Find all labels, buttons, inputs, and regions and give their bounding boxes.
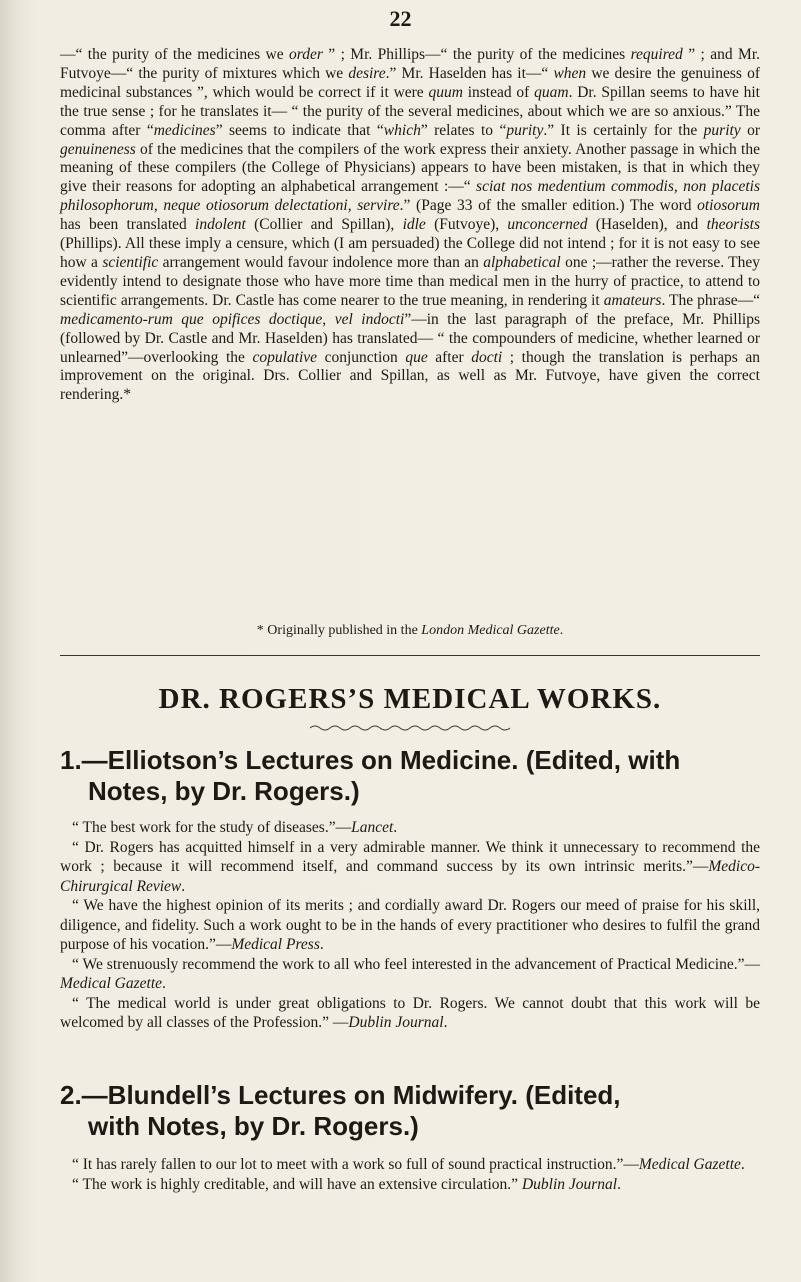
source-tail: . xyxy=(617,1175,621,1193)
italic-text: otiosorum xyxy=(697,197,760,215)
review-source: Medical Gazette xyxy=(60,975,163,992)
text-run: ”—in the last paragraph of the preface, Mr. Phillips (followed by Dr. Castle and Mr. Haselden) has translated— “ the compounders of medicine, whether learned or unlearned”—overlooking the xyxy=(60,310,760,366)
review-source: Dublin Journal xyxy=(348,1014,444,1031)
review-quote xyxy=(60,955,760,994)
quote-text: “ We have the highest opinion of its merits ; and cordially award Dr. Rogers our meed of praise for his skill, diligence, and fidelity. Such a work ought to be in the hands of every practitioner who desires to fulfil the grand purpose of his vocation.”— xyxy=(60,897,760,953)
quote-text: “ The best work for the study of diseases.”— xyxy=(72,819,352,836)
text-run: .” (Page 33 of the smaller edition.) The word xyxy=(399,197,698,215)
text-run: .” It is certainly for the xyxy=(543,121,704,139)
italic-text: alphabetical xyxy=(483,253,561,271)
review-quote xyxy=(60,896,760,955)
italic-text: desire xyxy=(348,64,386,82)
wavy-ornament xyxy=(310,724,510,732)
italic-text: quam xyxy=(534,83,569,101)
text-run: of the medicines that the compilers of the work express their anxiety. Another passage in which the meaning of these compilers (the College of Physicians) appears to have been mistaken, is that in which they give their reasons for adopting an alphabetical arrangement :—“ xyxy=(60,140,760,196)
text-run: (Haselden), and xyxy=(587,216,707,234)
review-source: Medico-Chirurgical Review xyxy=(60,858,760,895)
text-run: (Collier and Spillan), xyxy=(245,216,403,234)
text-run: we desire the genuiness of medicinal substances ”, which would be correct if it were xyxy=(60,64,760,101)
work-subtitle-line: Notes, by Dr. Rogers.) xyxy=(88,776,360,806)
italic-text: docti xyxy=(471,348,503,366)
section-divider xyxy=(60,655,760,656)
text-run: conjunction xyxy=(317,348,406,366)
quote-text: “ The medical world is under great obligations to Dr. Rogers. We cannot doubt that this work will be welcomed by all classes of the Profession.” — xyxy=(60,994,760,1031)
italic-text: purity xyxy=(703,121,741,139)
italic-text: order xyxy=(289,46,323,63)
work-title-blundell xyxy=(60,1080,760,1142)
body-paragraph xyxy=(60,46,760,405)
work-title-line: 1.—Elliotson’s Lectures on Medicine. (Edited, with xyxy=(60,745,681,775)
text-run: has been translated xyxy=(60,216,196,234)
section-heading: DR. ROGERS’S MEDICAL WORKS. xyxy=(158,683,662,715)
text-run: (Futvoye), xyxy=(425,216,508,234)
review-source: Lancet xyxy=(351,819,394,836)
footnote xyxy=(60,623,760,639)
work-title-elliotson xyxy=(60,745,760,807)
text-run: ” ; Mr. Phillips—“ the purity of the medicines xyxy=(322,46,631,63)
italic-text: genuineness xyxy=(60,140,136,158)
source-tail: . xyxy=(443,1014,448,1031)
italic-text: copulative xyxy=(252,348,318,366)
review-quote xyxy=(60,818,760,838)
review-quote xyxy=(60,1175,760,1195)
text-run: instead of xyxy=(462,83,535,101)
review-source: Medical Press xyxy=(231,936,320,953)
italic-text: when xyxy=(553,64,587,82)
text-run: arrangement would favour indolence more than an xyxy=(158,253,484,271)
text-run: * Originally published in the xyxy=(256,623,422,638)
source-tail: . xyxy=(393,819,398,836)
italic-text: medicamento-rum que opifices doctique, vel indocti xyxy=(60,310,405,328)
italic-text: quum xyxy=(428,83,463,101)
reviews-blundell xyxy=(60,1155,760,1194)
italic-text: which xyxy=(383,121,421,139)
text-run: —“ the purity of the medicines we xyxy=(60,46,289,63)
quote-text: “ The work is highly creditable, and will have an extensive circulation.” xyxy=(72,1175,522,1193)
quote-text: “ Dr. Rogers has acquitted himself in a very admirable manner. We think it unnecessary to recommend the work ; because it will recommend itself, and command success by its own intrinsic merits.”— xyxy=(60,838,760,875)
reviews-elliotson xyxy=(60,818,760,1033)
italic-text: que xyxy=(405,348,428,366)
italic-text: amateurs xyxy=(603,291,662,309)
text-run: (Phillips). All these imply a censure, which (I am persuaded) the College did not intend ; for it is not easy to see how a xyxy=(60,235,760,271)
page-number: 22 xyxy=(389,6,412,31)
review-quote xyxy=(60,838,760,897)
italic-text: theorists xyxy=(706,216,760,234)
text-run: one ;—rather the reverse. They evidently intend to designate those who have more time than medical men in the hurry of practice, to attend to scientific arrangements. Dr. Castle has come nearer to the true meaning, in rendering it xyxy=(60,253,761,309)
review-source: Dublin Journal xyxy=(521,1175,618,1193)
text-run: after xyxy=(427,348,472,366)
italic-text: unconcerned xyxy=(507,216,588,234)
italic-text: sciat nos medentium commodis, non placetis philosophorum, neque otiosorum delectationi, servire xyxy=(60,178,760,215)
italic-text: required xyxy=(630,46,683,63)
work-title-line: 2.—Blundell’s Lectures on Midwifery. (Edited, xyxy=(60,1080,621,1110)
source-tail: . xyxy=(181,877,186,895)
review-quote xyxy=(60,1155,760,1175)
text-run: . The phrase—“ xyxy=(661,291,760,309)
source-tail: . xyxy=(162,975,166,992)
italic-text: idle xyxy=(402,216,426,234)
text-run: .” Mr. Haselden has it—“ xyxy=(385,64,554,82)
text-run: or xyxy=(740,121,761,139)
text-run: . xyxy=(559,623,564,638)
italic-text: indolent xyxy=(195,216,246,234)
text-run: ” seems to indicate that “ xyxy=(215,121,384,139)
quote-text: “ It has rarely fallen to our lot to meet with a work so full of sound practical instruction.”— xyxy=(72,1156,639,1173)
text-run: ; though the translation is perhaps an improvement on the original. Drs. Collier and Spillan, as well as Mr. Futvoye, have given the correct rendering.* xyxy=(60,348,761,404)
review-source: Medical Gazette xyxy=(638,1156,741,1173)
quote-text: “ We strenuously recommend the work to all who feel interested in the advancement of Practical Medicine.”— xyxy=(72,955,760,973)
italic-text: London Medical Gazette xyxy=(421,623,560,638)
source-tail: . xyxy=(740,1156,745,1173)
italic-text: scientific xyxy=(102,253,159,271)
italic-text: medicines xyxy=(153,121,216,139)
review-quote xyxy=(60,994,760,1033)
text-run: ” relates to “ xyxy=(420,121,507,139)
work-subtitle-line: with Notes, by Dr. Rogers.) xyxy=(88,1111,419,1141)
text-run: . Dr. Spillan seems to have hit the true sense ; for he translates it— “ the purity of the several medicines, about which we are so anxious.” The comma after “ xyxy=(60,83,760,139)
italic-text: purity xyxy=(506,121,544,139)
source-tail: . xyxy=(319,936,324,953)
text-run: ” ; and Mr. Futvoye—“ the purity of mixtures which we xyxy=(60,46,760,82)
